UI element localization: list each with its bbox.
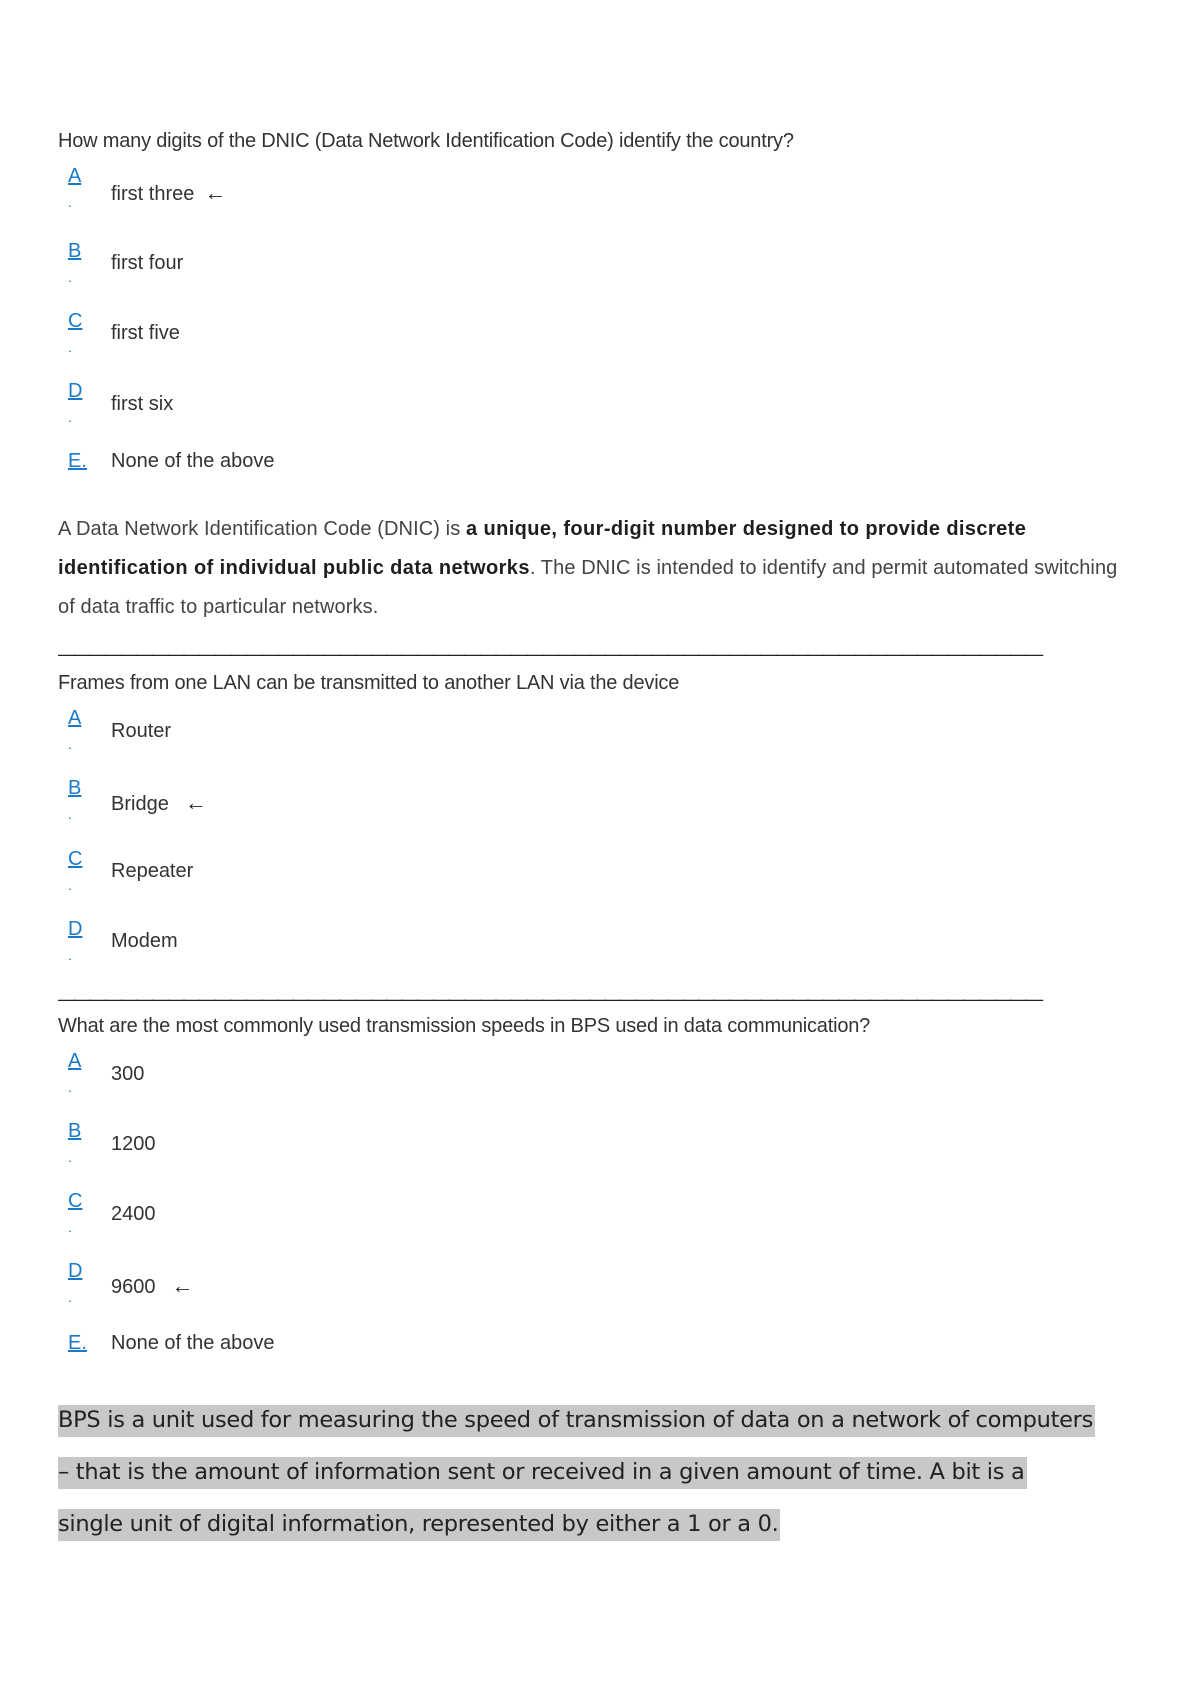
answer-arrow-icon: ← xyxy=(184,790,207,815)
option-text: 9600 ← xyxy=(111,1273,194,1298)
option-text: None of the above xyxy=(111,1332,275,1354)
q3-explanation-line-2: – that is the amount of information sent or received in a given amount of time. A bit is a xyxy=(58,1457,1027,1489)
option-text: None of the above xyxy=(111,450,275,472)
option-dot: . xyxy=(68,736,72,752)
option-letter[interactable]: A xyxy=(68,707,82,729)
option-letter[interactable]: D xyxy=(68,1260,83,1282)
option-text: 2400 xyxy=(111,1203,156,1225)
option-dot: . xyxy=(68,269,72,285)
option-letter[interactable]: A xyxy=(68,1050,82,1072)
option-text: Modem xyxy=(111,930,178,952)
option-letter[interactable]: E. xyxy=(68,450,87,472)
option-text: 1200 xyxy=(111,1133,156,1155)
q1-explanation: A Data Network Identification Code (DNIC) is a unique, four-digit number designed to provide discrete identification of individual public data networks. The DNIC is intended to identify and permit automated switching of data traffic to particular networks. xyxy=(58,518,1118,618)
option-dot: . xyxy=(68,1289,72,1305)
option-letter[interactable]: C xyxy=(68,1190,83,1212)
option-dot: . xyxy=(68,1079,72,1095)
option-text: first six xyxy=(111,393,174,415)
option-dot: . xyxy=(68,1149,72,1165)
answer-arrow-icon: ← xyxy=(171,1273,194,1298)
option-text: Bridge ← xyxy=(111,790,207,815)
option-letter[interactable]: B xyxy=(68,1120,82,1142)
option-text: first five xyxy=(111,322,180,344)
option-dot: . xyxy=(68,877,72,893)
option-text: 300 xyxy=(111,1063,145,1085)
question-2-text: Frames from one LAN can be transmitted to another LAN via the device xyxy=(58,672,680,694)
option-letter[interactable]: E. xyxy=(68,1332,87,1354)
answer-arrow-icon: ← xyxy=(204,180,227,205)
option-letter[interactable]: B xyxy=(68,240,82,262)
option-text: Router xyxy=(111,720,172,742)
q3-explanation-line-3: single unit of digital information, represented by either a 1 or a 0. xyxy=(58,1509,780,1541)
option-dot: . xyxy=(68,339,72,355)
question-3-text: What are the most commonly used transmission speeds in BPS used in data communication? xyxy=(58,1015,871,1037)
option-letter[interactable]: C xyxy=(68,310,83,332)
option-dot: . xyxy=(68,806,72,822)
separator-line: ——————————————————————————————————————————————————————————————— xyxy=(58,989,1041,1009)
question-1-text: How many digits of the DNIC (Data Network Identification Code) identify the country? xyxy=(58,130,794,152)
option-text: Repeater xyxy=(111,860,194,882)
option-dot: . xyxy=(68,947,72,963)
option-letter[interactable]: D xyxy=(68,918,83,940)
option-dot: . xyxy=(68,194,72,210)
option-dot: . xyxy=(68,409,72,425)
option-letter[interactable]: A xyxy=(68,165,82,187)
option-letter[interactable]: B xyxy=(68,777,82,799)
option-text: first four xyxy=(111,252,184,274)
option-dot: . xyxy=(68,1219,72,1235)
separator-line: ——————————————————————————————————————————————————————————————— xyxy=(58,644,1041,664)
option-letter[interactable]: C xyxy=(68,848,83,870)
option-letter[interactable]: D xyxy=(68,380,83,402)
q3-explanation-line-1: BPS is a unit used for measuring the speed of transmission of data on a network of computers xyxy=(58,1405,1095,1437)
option-text: first three ← xyxy=(111,180,227,205)
